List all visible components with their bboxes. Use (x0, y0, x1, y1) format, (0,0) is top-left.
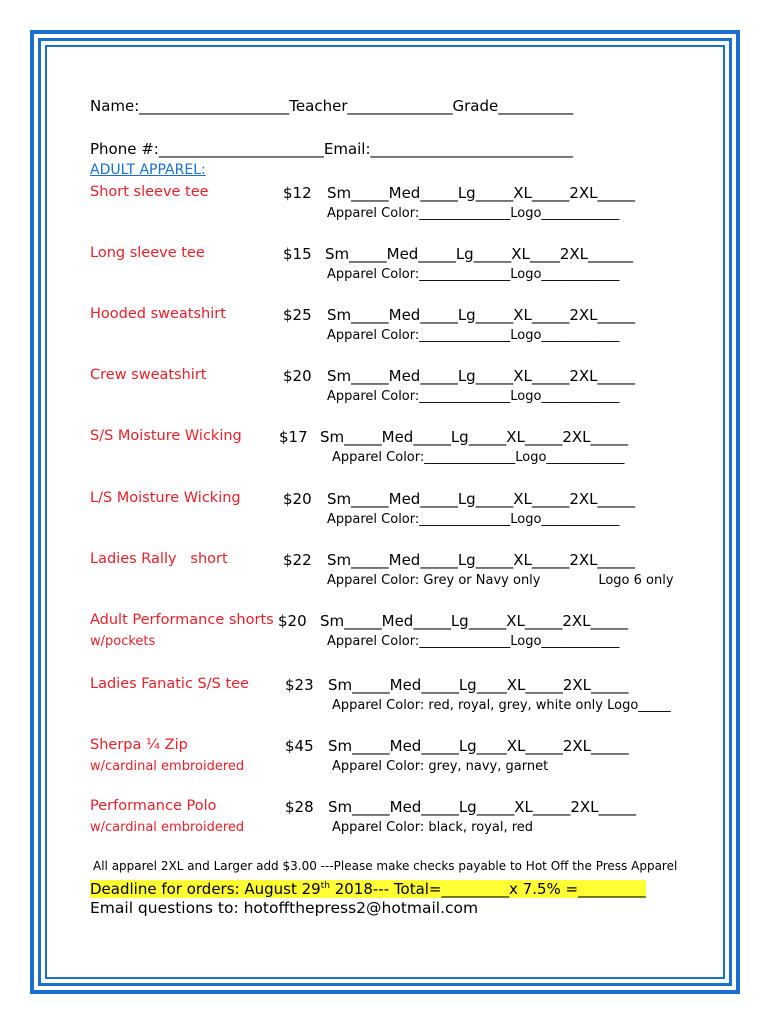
item-sizes-line: Sm_____Med_____Lg_____XL_____2XL_____ (320, 612, 629, 630)
item-price: $28 (285, 798, 314, 816)
item-color-logo-line: Apparel Color: black, royal, red (332, 820, 534, 835)
email-line: Email questions to: hotoffthepress2@hotmail.com (90, 899, 479, 917)
deadline-post: 2018--- Total=_________x 7.5% =_________ (329, 880, 646, 898)
item-price: $45 (285, 737, 314, 755)
item-sizes-line: Sm_____Med_____Lg____XL_____2XL_____ (328, 676, 629, 694)
phone-email-line: Phone #:______________________Email:___________________________ (90, 140, 574, 158)
item-price: $20 (278, 612, 307, 630)
item-price: $12 (283, 184, 312, 202)
item-name: Long sleeve tee (90, 245, 205, 261)
item-sizes-line: Sm_____Med_____Lg_____XL_____2XL_____ (328, 798, 637, 816)
item-name: Sherpa ¼ Zip (90, 737, 188, 753)
item-sizes-line: Sm_____Med_____Lg_____XL_____2XL_____ (327, 490, 636, 508)
item-color-logo-line: Apparel Color:______________Logo____________ (327, 634, 620, 649)
item-price: $17 (279, 428, 308, 446)
item-sizes-line: Sm_____Med_____Lg_____XL____2XL______ (325, 245, 634, 263)
item-color-logo-line: Apparel Color:______________Logo____________ (327, 267, 620, 282)
deadline-line (90, 877, 646, 898)
item-name: L/S Moisture Wicking (90, 490, 241, 506)
item-name: Ladies Fanatic S/S tee (90, 676, 249, 692)
item-color-logo-line: Apparel Color: red, royal, grey, white only Logo_____ (332, 698, 671, 713)
deadline-highlight (90, 880, 646, 898)
item-color-logo-line: Apparel Color:______________Logo____________ (327, 512, 620, 527)
item-sizes-line: Sm_____Med_____Lg_____XL_____2XL_____ (327, 551, 636, 569)
item-sizes-line: Sm_____Med_____Lg_____XL_____2XL_____ (327, 184, 636, 202)
item-name: Hooded sweatshirt (90, 306, 226, 322)
item-sizes-line: Sm_____Med_____Lg_____XL_____2XL_____ (327, 367, 636, 385)
item-color-logo-line: Apparel Color: grey, navy, garnet (332, 759, 549, 774)
name-teacher-grade-line: Name:____________________Teacher______________Grade__________ (90, 97, 574, 115)
item-name: S/S Moisture Wicking (90, 428, 242, 444)
item-price: $20 (283, 367, 312, 385)
item-price: $23 (285, 676, 314, 694)
section-title: ADULT APPAREL: (90, 162, 206, 178)
deadline-pre: Deadline for orders: August 29 (90, 880, 321, 898)
item-price: $25 (283, 306, 312, 324)
item-subtitle: w/cardinal embroidered (90, 759, 245, 774)
item-price: $20 (283, 490, 312, 508)
item-name: Ladies Rally short (90, 551, 228, 567)
item-color-logo-line: Apparel Color:______________Logo____________ (327, 389, 620, 404)
item-sizes-line: Sm_____Med_____Lg_____XL_____2XL_____ (320, 428, 629, 446)
item-name: Performance Polo (90, 798, 217, 814)
item-color-logo-line: Apparel Color:______________Logo____________ (327, 206, 620, 221)
item-color-logo-line: Apparel Color:______________Logo____________ (332, 450, 625, 465)
item-sizes-line: Sm_____Med_____Lg_____XL_____2XL_____ (327, 306, 636, 324)
item-subtitle: w/cardinal embroidered (90, 820, 245, 835)
item-color-logo-line: Apparel Color:______________Logo____________ (327, 328, 620, 343)
item-sizes-line: Sm_____Med_____Lg____XL_____2XL_____ (328, 737, 629, 755)
item-name: Short sleeve tee (90, 184, 209, 200)
item-price: $22 (283, 551, 312, 569)
item-color-logo-line: Apparel Color: Grey or Navy only Logo 6 only (327, 573, 674, 588)
item-subtitle: w/pockets (90, 634, 156, 649)
deadline-sup: th (320, 881, 330, 891)
footer-note: All apparel 2XL and Larger add $3.00 ---Please make checks payable to Hot Off the Press Apparel (93, 859, 678, 873)
item-name: Crew sweatshirt (90, 367, 207, 383)
item-name: Adult Performance shorts (90, 612, 274, 628)
item-price: $15 (283, 245, 312, 263)
